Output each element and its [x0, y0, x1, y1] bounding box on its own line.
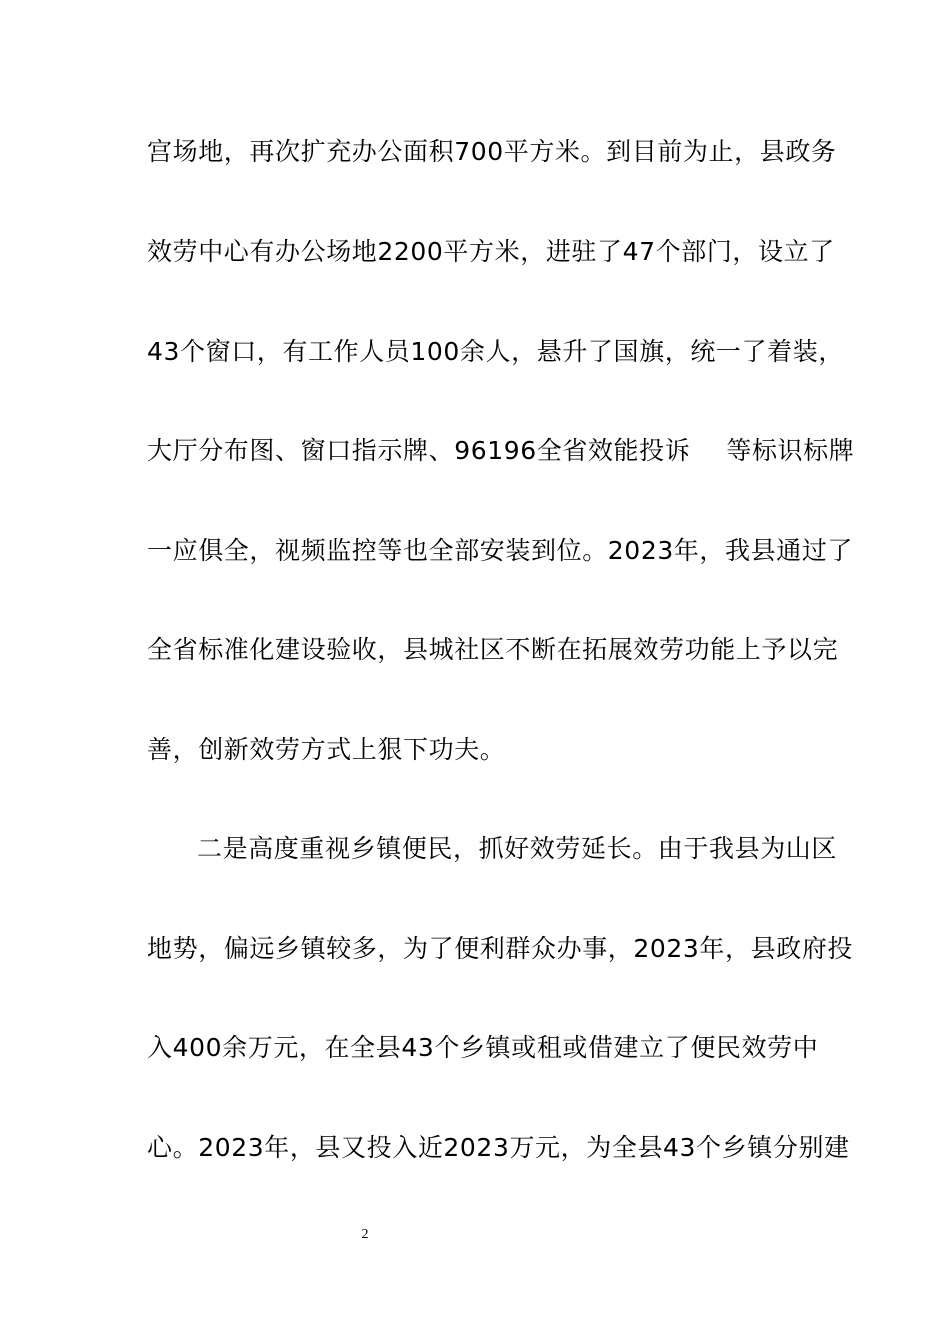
line-segment: 大厅分布图、窗口指示牌、96196全省效能投诉	[147, 436, 691, 465]
paragraph-line: 地势，偏远乡镇较多，为了便利群众办事，2023年，县政府投	[147, 934, 854, 963]
paragraph-line	[147, 435, 855, 467]
paragraph-first-line: 二是高度重视乡镇便民，抓好效劳延长。由于我县为山区	[197, 834, 838, 863]
paragraph-line: 43个窗口，有工作人员100余人，悬升了国旗，统一了着装，	[147, 337, 844, 366]
paragraph-line: 效劳中心有办公场地2200平方米，进驻了47个部门，设立了	[147, 237, 835, 266]
paragraph-line: 全省标准化建设验收，县城社区不断在拓展效劳功能上予以完	[147, 635, 839, 664]
paragraph-line: 善，创新效劳方式上狠下功夫。	[147, 735, 506, 764]
paragraph-line: 一应俱全，视频监控等也全部安装到位。2023年，我县通过了	[147, 536, 854, 565]
line-segment: 等标识标牌	[726, 436, 855, 465]
paragraph-line: 入400余万元，在全县43个乡镇或租或借建立了便民效劳中	[147, 1033, 819, 1062]
page-number: 2	[361, 1227, 369, 1242]
paragraph-line: 宫场地，再次扩充办公面积700平方米。到目前为止，县政务	[147, 137, 837, 166]
paragraph-line: 心。2023年，县又投入近2023万元，为全县43个乡镇分别建	[147, 1133, 850, 1162]
